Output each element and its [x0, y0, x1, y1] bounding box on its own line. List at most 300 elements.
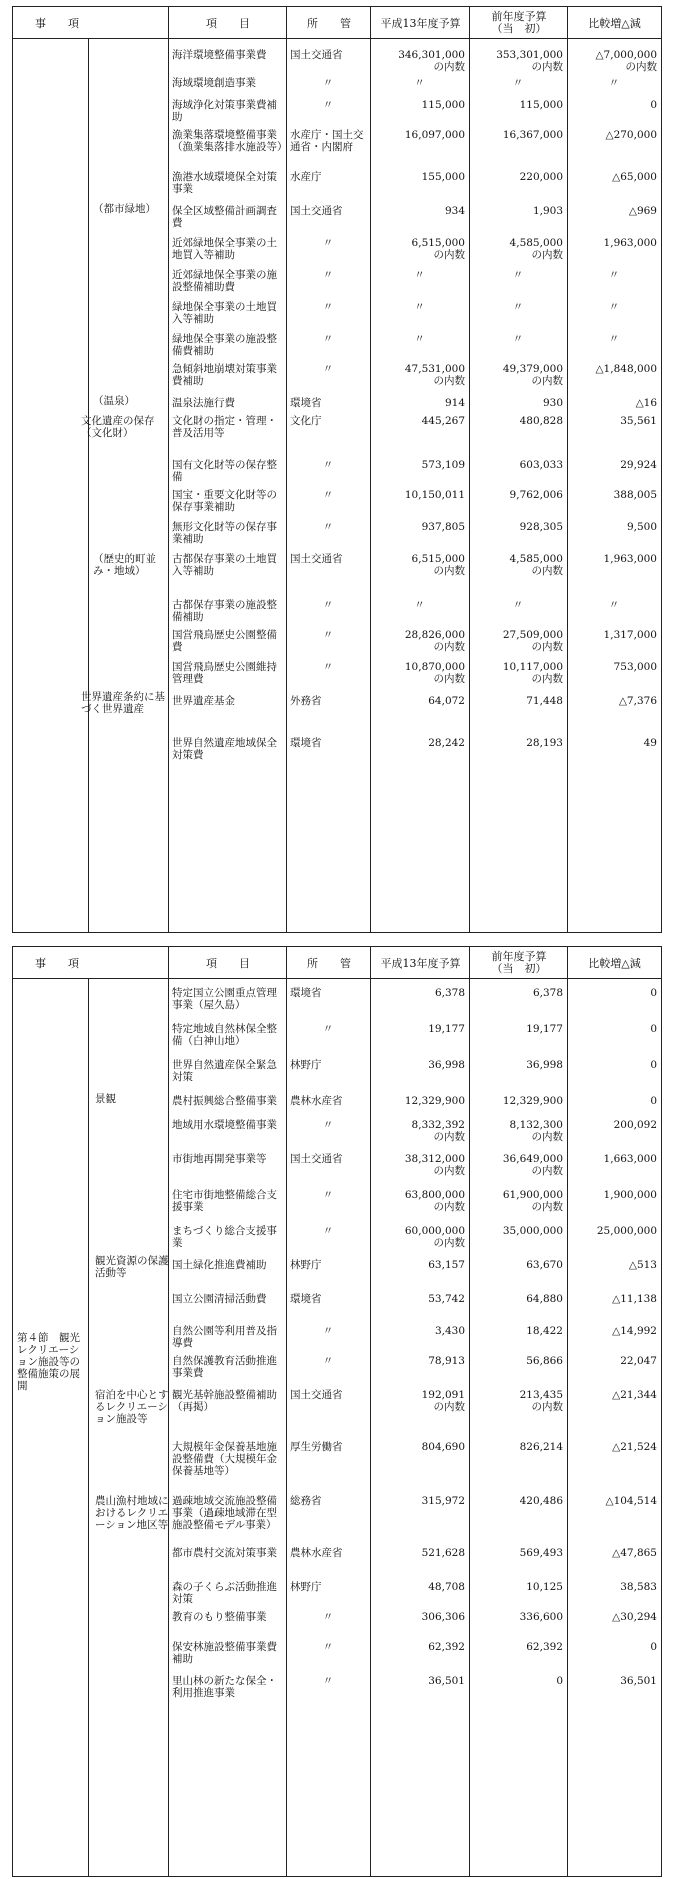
agency-value: 農林水産省 — [290, 1095, 343, 1107]
diff-value: △21,344 — [612, 1389, 657, 1401]
budget-value: 63,157 — [428, 1259, 465, 1271]
cell-prev — [469, 459, 567, 471]
diff-value: 〃 — [608, 333, 620, 345]
prev-value: 569,493 — [519, 1547, 563, 1559]
prev-value: 36,998 — [526, 1059, 563, 1071]
prev-note: の内数 — [531, 249, 563, 261]
cell-budget — [370, 737, 469, 749]
cell-budget — [370, 661, 469, 685]
prev-value: 930 — [542, 397, 563, 409]
agency-value: 〃 — [322, 269, 334, 281]
diff-value: 35,561 — [620, 415, 657, 427]
cell-agency — [286, 415, 370, 427]
cell-item — [168, 237, 286, 261]
cell-diff — [567, 737, 661, 749]
agency-value: 〃 — [322, 1355, 334, 1367]
cell-agency — [286, 1495, 370, 1507]
diff-value: △30,294 — [612, 1611, 657, 1623]
cell-item — [168, 1153, 286, 1165]
item-value: 観光基幹施設整備補助（再掲） — [172, 1389, 277, 1413]
budget-table-2 — [12, 946, 662, 1877]
budget-value: 36,501 — [428, 1675, 465, 1687]
cell-item — [168, 1059, 286, 1083]
agency-value: 環境省 — [290, 1293, 322, 1305]
prev-value: 27,509,000 — [502, 629, 563, 641]
table-header — [13, 947, 661, 979]
header-prev: 前年度予算 — [491, 9, 547, 23]
cell-diff — [567, 1547, 661, 1559]
cell-item — [168, 1189, 286, 1213]
item-value: 住宅市街地整備総合支援事業 — [172, 1189, 277, 1213]
agency-value: 〃 — [322, 301, 334, 313]
header-diff: 比較増△減 — [588, 16, 641, 30]
agency-value: 〃 — [322, 99, 334, 111]
cell-budget — [370, 489, 469, 501]
prev-value: 49,379,000 — [502, 363, 563, 375]
budget-note: の内数 — [433, 1131, 465, 1143]
cell-item — [168, 661, 286, 685]
agency-value: 〃 — [322, 333, 334, 345]
cell-diff — [567, 237, 661, 249]
cell-prev — [469, 987, 567, 999]
agency-value: 環境省 — [290, 737, 322, 749]
cell-item — [168, 205, 286, 229]
diff-value: 1,663,000 — [603, 1153, 657, 1165]
table-header — [13, 7, 661, 39]
prev-value: 61,900,000 — [502, 1189, 563, 1201]
cell-diff — [567, 987, 661, 999]
item-value: 教育のもり整備事業 — [172, 1611, 267, 1623]
item-value: 国有文化財等の保存整備 — [172, 459, 277, 483]
item-value: 市街地再開発事業等 — [172, 1153, 267, 1165]
item-value: 漁港水域環境保全対策事業 — [172, 171, 277, 195]
cell-prev — [469, 333, 567, 345]
cell-diff — [567, 521, 661, 533]
cell-item — [168, 1547, 286, 1559]
agency-value: 環境省 — [290, 987, 322, 999]
diff-value: △104,514 — [605, 1495, 657, 1507]
cell-budget — [370, 1095, 469, 1107]
cell-budget — [370, 205, 469, 217]
group-label: 宿泊を中心とするレクリエーション施設等 — [95, 1389, 169, 1425]
prev-note: の内数 — [531, 673, 563, 685]
cell-budget — [370, 553, 469, 577]
prev-value: 56,866 — [526, 1355, 563, 1367]
item-value: 緑地保全事業の施設整備費補助 — [172, 333, 277, 357]
header-ji: 事 項 — [35, 956, 79, 970]
item-value: 世界自然遺産保全緊急対策 — [172, 1059, 277, 1083]
item-value: 古都保存事業の土地買入等補助 — [172, 553, 277, 577]
cell-item — [168, 1675, 286, 1699]
agency-value: 外務省 — [290, 695, 322, 707]
agency-value: 国土交通省 — [290, 1153, 343, 1165]
agency-value: 〃 — [322, 521, 334, 533]
cell-budget — [370, 363, 469, 387]
cell-agency — [286, 1547, 370, 1559]
cell-prev — [469, 1023, 567, 1035]
cell-diff — [567, 1641, 661, 1653]
cell-budget — [370, 77, 469, 89]
budget-value: 〃 — [414, 599, 425, 611]
budget-value: 28,826,000 — [404, 629, 465, 641]
cell-prev — [469, 397, 567, 409]
budget-value: 934 — [444, 205, 465, 217]
agency-value: 〃 — [322, 1225, 334, 1237]
prev-value: 220,000 — [519, 171, 563, 183]
prev-value: 928,305 — [519, 521, 563, 533]
diff-value: 388,005 — [613, 489, 657, 501]
agency-value: 農林水産省 — [290, 1547, 343, 1559]
cell-diff — [567, 269, 661, 281]
cell-diff — [567, 1293, 661, 1305]
diff-value: 0 — [650, 99, 657, 111]
cell-item — [168, 695, 286, 707]
cell-budget — [370, 1355, 469, 1367]
diff-value: 〃 — [608, 77, 620, 89]
budget-value: 〃 — [414, 269, 425, 281]
item-value: 都市農村交流対策事業 — [172, 1547, 277, 1559]
group-label: 文化遺産の保存（文化財） — [81, 415, 155, 439]
cell-budget — [370, 1259, 469, 1271]
cell-budget — [370, 1581, 469, 1593]
budget-value: 63,800,000 — [404, 1189, 465, 1201]
item-value: 農村振興総合整備事業 — [172, 1095, 277, 1107]
cell-diff — [567, 1095, 661, 1107]
cell-item — [168, 987, 286, 1011]
budget-value: 60,000,000 — [404, 1225, 465, 1237]
cell-prev — [469, 415, 567, 427]
cell-diff — [567, 205, 661, 217]
cell-item — [168, 333, 286, 357]
cell-budget — [370, 521, 469, 533]
cell-diff — [567, 49, 661, 73]
diff-value: △7,000,000 — [595, 49, 657, 61]
diff-value: 36,501 — [620, 1675, 657, 1687]
cell-prev — [469, 661, 567, 685]
cell-diff — [567, 599, 661, 611]
header-budget: 平成13年度予算 — [380, 16, 461, 30]
item-value: 近郊緑地保全事業の施設整備補助費 — [172, 269, 277, 293]
cell-agency — [286, 1119, 370, 1131]
cell-item — [168, 629, 286, 653]
prev-value: 4,585,000 — [509, 553, 563, 565]
cell-item — [168, 599, 286, 623]
item-value: 特定地域自然林保全整備（白神山地） — [172, 1023, 277, 1047]
budget-value: 62,392 — [428, 1641, 465, 1653]
diff-value: 200,092 — [613, 1119, 657, 1131]
diff-value: 49 — [643, 737, 657, 749]
budget-value: 10,870,000 — [404, 661, 465, 673]
prev-note: の内数 — [531, 641, 563, 653]
cell-budget — [370, 397, 469, 409]
item-value: 保全区域整備計画調査費 — [172, 205, 277, 229]
item-value: 海域環境創造事業 — [172, 77, 256, 89]
diff-value: 0 — [650, 1641, 657, 1653]
item-value: 国土緑化推進費補助 — [172, 1259, 267, 1271]
budget-value: 306,306 — [421, 1611, 465, 1623]
diff-value: △969 — [628, 205, 657, 217]
cell-item — [168, 1355, 286, 1379]
cell-budget — [370, 333, 469, 345]
cell-agency — [286, 333, 370, 345]
cell-agency — [286, 301, 370, 313]
agency-value: 厚生労働省 — [290, 1441, 343, 1453]
cell-prev — [469, 629, 567, 653]
cell-budget — [370, 599, 469, 611]
cell-prev — [469, 129, 567, 141]
prev-value: 10,125 — [526, 1581, 563, 1593]
cell-item — [168, 459, 286, 483]
cell-diff — [567, 1153, 661, 1165]
cell-agency — [286, 1095, 370, 1107]
cell-prev — [469, 301, 567, 313]
cell-item — [168, 1293, 286, 1305]
prev-value: 6,378 — [532, 987, 563, 999]
cell-diff — [567, 397, 661, 409]
prev-value: 28,193 — [526, 737, 563, 749]
budget-note: の内数 — [433, 249, 465, 261]
cell-prev — [469, 1441, 567, 1453]
agency-value: 〃 — [322, 1119, 334, 1131]
budget-value: 78,913 — [428, 1355, 465, 1367]
cell-agency — [286, 1611, 370, 1623]
budget-note: の内数 — [433, 565, 465, 577]
cell-prev — [469, 1675, 567, 1687]
agency-value: 〃 — [322, 77, 334, 89]
cell-item — [168, 77, 286, 89]
cell-item — [168, 171, 286, 195]
prev-note: の内数 — [531, 61, 563, 73]
cell-budget — [370, 1675, 469, 1687]
cell-agency — [286, 171, 370, 183]
item-value: 無形文化財等の保存事業補助 — [172, 521, 277, 545]
agency-value: 国土交通省 — [290, 205, 343, 217]
prev-value: 〃 — [512, 301, 524, 313]
diff-value: △270,000 — [605, 129, 657, 141]
item-value: 地域用水環境整備事業 — [172, 1119, 277, 1131]
budget-value: 521,628 — [421, 1547, 465, 1559]
cell-agency — [286, 129, 370, 153]
budget-note: の内数 — [433, 1237, 465, 1249]
prev-value: 353,301,000 — [496, 49, 563, 61]
cell-budget — [370, 1325, 469, 1337]
diff-value: △65,000 — [612, 171, 657, 183]
cell-agency — [286, 1153, 370, 1165]
budget-value: 19,177 — [428, 1023, 465, 1035]
budget-value: 115,000 — [421, 99, 465, 111]
cell-item — [168, 99, 286, 123]
cell-prev — [469, 1641, 567, 1653]
cell-diff — [567, 489, 661, 501]
item-value: 国宝・重要文化財等の保存事業補助 — [172, 489, 277, 513]
prev-value: 8,132,300 — [509, 1119, 563, 1131]
prev-note: の内数 — [531, 1401, 563, 1413]
prev-value: 10,117,000 — [502, 661, 563, 673]
cell-diff — [567, 553, 661, 565]
group-label: （歴史的町並み・地域） — [93, 553, 156, 577]
budget-value: 8,332,392 — [411, 1119, 465, 1131]
item-value: 近郊緑地保全事業の土地買入等補助 — [172, 237, 277, 261]
header-prev: 前年度予算 — [491, 949, 547, 963]
diff-value: 1,963,000 — [603, 237, 657, 249]
agency-value: 林野庁 — [290, 1581, 322, 1593]
header-diff: 比較増△減 — [588, 956, 641, 970]
header-budget: 平成13年度予算 — [380, 956, 461, 970]
budget-table-1 — [12, 6, 662, 933]
agency-value: 〃 — [322, 1675, 334, 1687]
budget-note: の内数 — [433, 641, 465, 653]
cell-budget — [370, 1119, 469, 1143]
cell-budget — [370, 1611, 469, 1623]
prev-value: 18,422 — [526, 1325, 563, 1337]
item-value: 古都保存事業の施設整備補助 — [172, 599, 277, 623]
cell-prev — [469, 205, 567, 217]
budget-value: 573,109 — [421, 459, 465, 471]
budget-note: の内数 — [433, 375, 465, 387]
prev-value: 336,600 — [519, 1611, 563, 1623]
cell-budget — [370, 987, 469, 999]
cell-budget — [370, 129, 469, 141]
item-value: 急傾斜地崩壊対策事業費補助 — [172, 363, 277, 387]
cell-agency — [286, 1189, 370, 1201]
budget-value: 10,150,011 — [404, 489, 465, 501]
item-value: 世界遺産基金 — [172, 695, 235, 707]
prev-value: 480,828 — [519, 415, 563, 427]
cell-item — [168, 1581, 286, 1605]
group-label: 観光資源の保護活動等 — [95, 1255, 169, 1279]
budget-value: 914 — [444, 397, 465, 409]
cell-agency — [286, 695, 370, 707]
cell-budget — [370, 1023, 469, 1035]
budget-value: 16,097,000 — [404, 129, 465, 141]
cell-agency — [286, 1641, 370, 1653]
diff-value: △1,848,000 — [595, 363, 657, 375]
cell-agency — [286, 987, 370, 999]
diff-value: 1,317,000 — [603, 629, 657, 641]
cell-item — [168, 49, 286, 61]
diff-value: △11,138 — [612, 1293, 657, 1305]
cell-diff — [567, 1611, 661, 1623]
header-shokan: 所 管 — [307, 956, 351, 970]
agency-value: 林野庁 — [290, 1259, 322, 1271]
cell-budget — [370, 459, 469, 471]
cell-diff — [567, 1119, 661, 1131]
cell-budget — [370, 1189, 469, 1213]
item-value: 森の子くらぶ活動推進対策 — [172, 1581, 277, 1605]
cell-diff — [567, 415, 661, 427]
item-value: 世界自然遺産地域保全対策費 — [172, 737, 277, 761]
cell-diff — [567, 661, 661, 673]
item-value: 海域浄化対策事業費補助 — [172, 99, 277, 123]
diff-value: 0 — [650, 987, 657, 999]
budget-note: の内数 — [433, 1201, 465, 1213]
cell-agency — [286, 1441, 370, 1453]
item-value: 国営飛鳥歴史公園維持管理費 — [172, 661, 277, 685]
budget-value: 〃 — [414, 77, 425, 89]
cell-prev — [469, 363, 567, 387]
budget-value: 〃 — [414, 333, 425, 345]
cell-item — [168, 521, 286, 545]
cell-item — [168, 1495, 286, 1531]
cell-diff — [567, 459, 661, 471]
prev-value: 603,033 — [519, 459, 563, 471]
item-value: 海洋環境整備事業費 — [172, 49, 267, 61]
agency-value: 〃 — [322, 661, 334, 673]
cell-diff — [567, 99, 661, 111]
diff-value: 1,963,000 — [603, 553, 657, 565]
item-value: 漁業集落環境整備事業（漁業集落排水施設等） — [172, 129, 288, 153]
cell-item — [168, 1119, 286, 1131]
cell-diff — [567, 695, 661, 707]
prev-value: 36,649,000 — [502, 1153, 563, 1165]
diff-value: △16 — [635, 397, 657, 409]
cell-agency — [286, 1023, 370, 1035]
cell-budget — [370, 1225, 469, 1249]
cell-item — [168, 1389, 286, 1413]
cell-diff — [567, 333, 661, 345]
item-value: 自然公園等利用普及指導費 — [172, 1325, 277, 1349]
cell-prev — [469, 489, 567, 501]
cell-diff — [567, 129, 661, 141]
cell-diff — [567, 1675, 661, 1687]
agency-value: 国土交通省 — [290, 553, 343, 565]
cell-prev — [469, 237, 567, 261]
cell-prev — [469, 1547, 567, 1559]
item-value: 特定国立公園重点管理事業（屋久島） — [172, 987, 277, 1011]
cell-diff — [567, 1355, 661, 1367]
agency-value: 〃 — [322, 1325, 334, 1337]
prev-value: 9,762,006 — [509, 489, 563, 501]
diff-value: 0 — [650, 1059, 657, 1071]
cell-prev — [469, 1611, 567, 1623]
cell-budget — [370, 1389, 469, 1413]
cell-diff — [567, 171, 661, 183]
budget-note: の内数 — [433, 1165, 465, 1177]
group-label: 世界遺産条約に基づく世界遺産 — [81, 691, 165, 715]
agency-value: 〃 — [322, 629, 334, 641]
cell-agency — [286, 1389, 370, 1401]
cell-item — [168, 1259, 286, 1271]
cell-budget — [370, 49, 469, 73]
diff-value: △7,376 — [618, 695, 657, 707]
budget-value: 〃 — [414, 301, 425, 313]
item-value: 自然保護教育活動推進事業費 — [172, 1355, 277, 1379]
diff-value: 〃 — [608, 269, 620, 281]
cell-item — [168, 1225, 286, 1249]
prev-value: 63,670 — [526, 1259, 563, 1271]
budget-value: 3,430 — [434, 1325, 465, 1337]
prev-value: 0 — [556, 1675, 563, 1687]
cell-budget — [370, 1641, 469, 1653]
cell-prev — [469, 1059, 567, 1071]
cell-diff — [567, 1389, 661, 1401]
budget-value: 47,531,000 — [404, 363, 465, 375]
budget-value: 937,805 — [421, 521, 465, 533]
agency-value: 総務省 — [290, 1495, 322, 1507]
cell-prev — [469, 695, 567, 707]
cell-prev — [469, 553, 567, 577]
prev-value: 19,177 — [526, 1023, 563, 1035]
cell-agency — [286, 1355, 370, 1367]
budget-value: 6,515,000 — [411, 237, 465, 249]
item-value: 保安林施設整備事業費補助 — [172, 1641, 277, 1665]
diff-value: 9,500 — [626, 521, 657, 533]
prev-value: 64,880 — [526, 1293, 563, 1305]
cell-agency — [286, 629, 370, 641]
diff-value: 753,000 — [613, 661, 657, 673]
budget-value: 192,091 — [421, 1389, 465, 1401]
cell-budget — [370, 301, 469, 313]
